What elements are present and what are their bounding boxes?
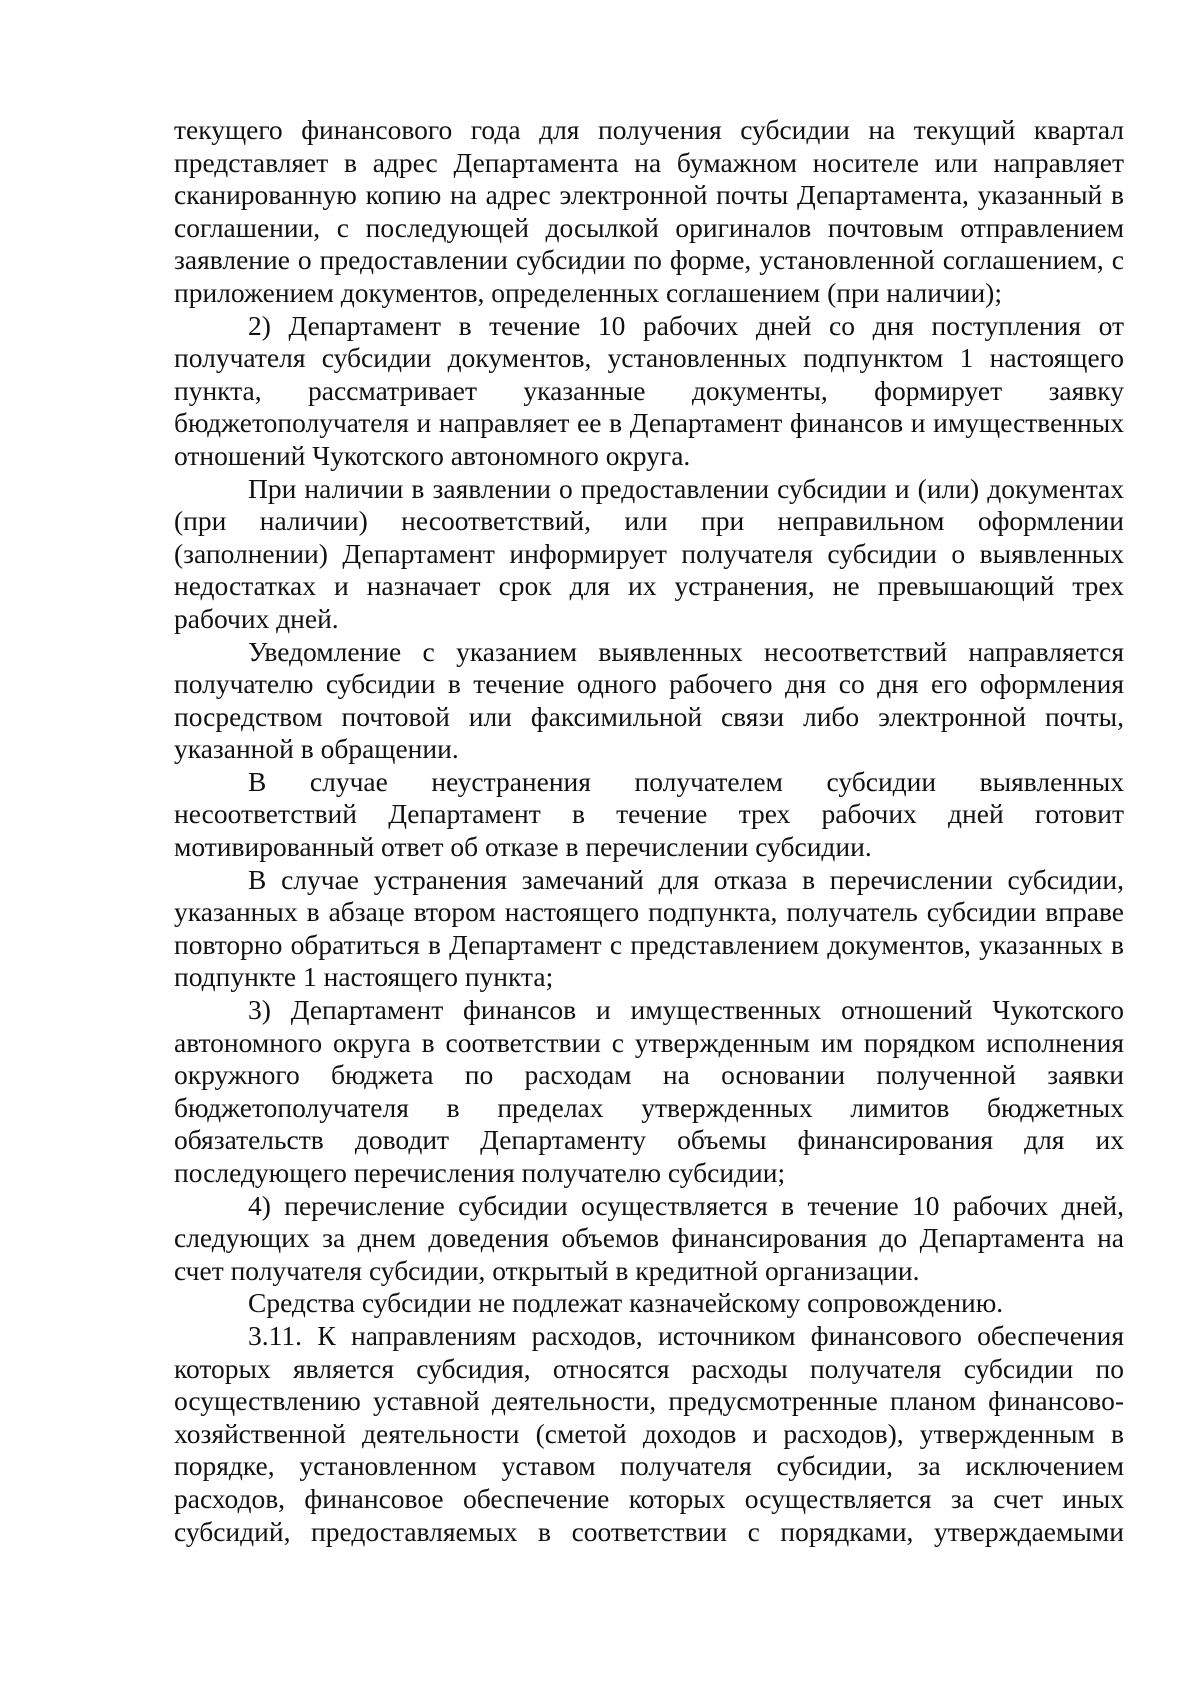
paragraph-section-3-11: 3.11. К направлениям расходов, источником финансового обеспечения которых является субсидия, относятся расходы получателя субсидии по осуществлению уставной деятельности, предусмотренные планом финансово-хозяйственной деятельности (сметой доходов и расходов), утвержденным в порядке, установленном уставом получателя субсидии, за исключением расходов, финансовое обеспечение которых осуществляется за счет иных субсидий, предоставляемых в соответствии с порядками, утверждаемыми bbox=[174, 1319, 1124, 1547]
paragraph-item-3: 3) Департамент финансов и имущественных отношений Чукотского автономного округа в соответствии с утвержденным им порядком исполнения окружного бюджета по расходам на основании полученной заявки бюджетополучателя в пределах утвержденных лимитов бюджетных обязательств доводит Департаменту объемы финансирования для их последующего перечисления получателю субсидии; bbox=[174, 994, 1124, 1188]
paragraph-notification: Уведомление с указанием выявленных несоответствий направляется получателю субсидии в течение одного рабочего дня со дня его оформления посредством почтовой или факсимильной связи либо электронной почты, указанной в обращении. bbox=[174, 635, 1124, 765]
paragraph-treasury: Средства субсидии не подлежат казначейскому сопровождению. bbox=[248, 1287, 1004, 1319]
paragraph-item-4: 4) перечисление субсидии осуществляется в течение 10 рабочих дней, следующих за днем доведения объемов финансирования до Департамента на счет получателя субсидии, открытый в кредитной организации. bbox=[174, 1189, 1124, 1286]
paragraph-resubmission: В случае устранения замечаний для отказа в перечислении субсидии, указанных в абзаце втором настоящего подпункта, получатель субсидии вправе повторно обратиться в Департамент с представлением документов, указанных в подпункте 1 настоящего пункта; bbox=[174, 863, 1124, 993]
paragraph-item-2: 2) Департамент в течение 10 рабочих дней со дня поступления от получателя субсидии документов, установленных подпунктом 1 настоящего пункта, рассматривает указанные документы, формирует заявку бюджетополучателя и направляет ее в Департамент финансов и имущественных отношений Чукотского автономного округа. bbox=[174, 309, 1124, 471]
paragraph-continuation: текущего финансового года для получения субсидии на текущий квартал представляет в адрес Департамента на бумажном носителе или направляет сканированную копию на адрес электронной почты Департамента, указанный в соглашении, с последующей досылкой оригиналов почтовым отправлением заявление о предоставлении субсидии по форме, установленной соглашением, с приложением документов, определенных соглашением (при наличии); bbox=[174, 114, 1124, 308]
document-body bbox=[174, 114, 1124, 1548]
paragraph-discrepancies: При наличии в заявлении о предоставлении субсидии и (или) документах (при наличии) несоответствий, или при неправильном оформлении (заполнении) Департамент информирует получателя субсидии о выявленных недостатках и назначает срок для их устранения, не превышающий трех рабочих дней. bbox=[174, 472, 1124, 634]
paragraph-refusal: В случае неустранения получателем субсидии выявленных несоответствий Департамент в течение трех рабочих дней готовит мотивированный ответ об отказе в перечислении субсидии. bbox=[174, 765, 1124, 863]
